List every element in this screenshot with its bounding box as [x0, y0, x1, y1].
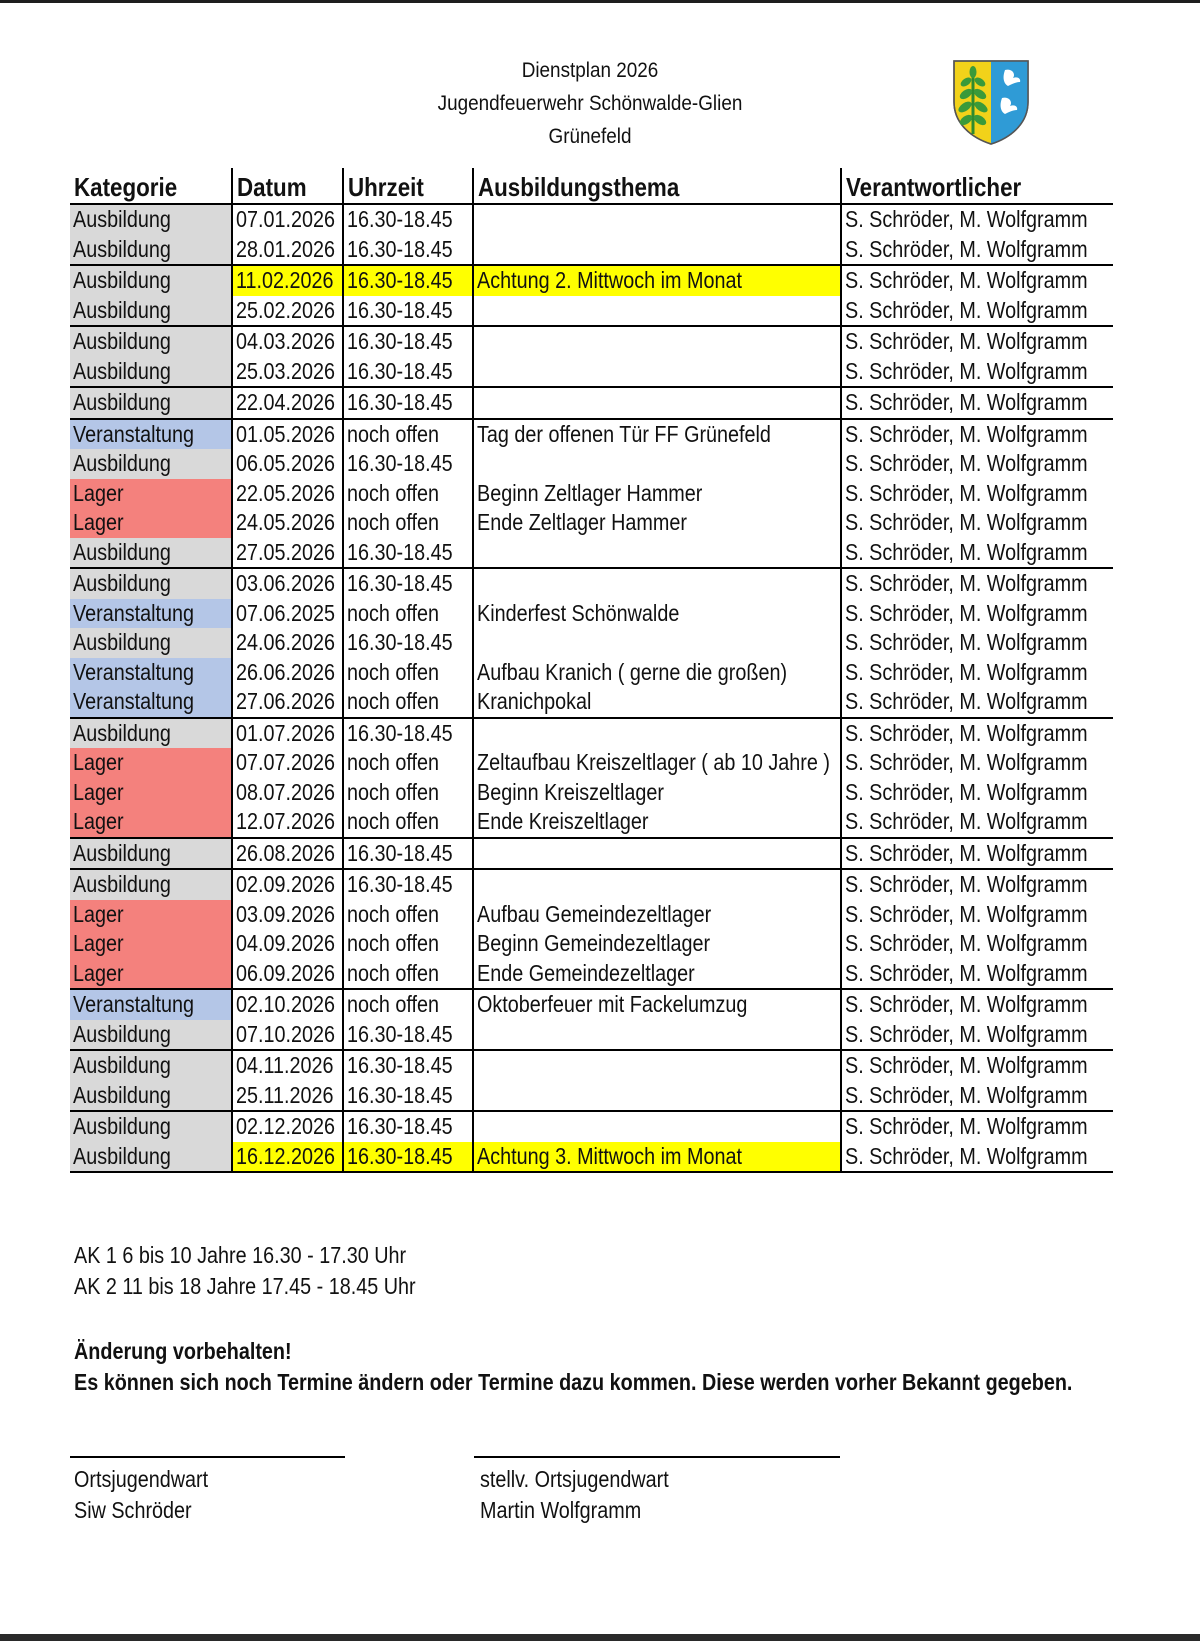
- cell-datum: 01.07.2026: [232, 718, 343, 749]
- cell-verantwortlich: S. Schröder, M. Wolfgramm: [841, 1142, 1113, 1173]
- table-row: [70, 1020, 1113, 1051]
- cell-kategorie: Veranstaltung: [70, 658, 232, 688]
- cell-thema: [473, 357, 841, 388]
- cell-datum: 22.05.2026: [232, 479, 343, 509]
- cell-uhrzeit: 16.30-18.45: [343, 838, 473, 870]
- table-row: [70, 419, 1113, 450]
- cell-verantwortlich: S. Schröder, M. Wolfgramm: [841, 989, 1113, 1020]
- cell-datum: 04.11.2026: [232, 1050, 343, 1081]
- notice-text: Es können sich noch Termine ändern oder Termine dazu kommen. Diese werden vorher Bekannt gegeben.: [74, 1369, 1073, 1395]
- cell-datum: 07.10.2026: [232, 1020, 343, 1051]
- cell-kategorie: Ausbildung: [70, 235, 232, 266]
- table-row: [70, 449, 1113, 479]
- cell-thema: [473, 838, 841, 870]
- cell-datum: 28.01.2026: [232, 235, 343, 266]
- cell-thema: Aufbau Gemeindezeltlager: [473, 900, 841, 930]
- cell-verantwortlich: S. Schröder, M. Wolfgramm: [841, 419, 1113, 450]
- table-row: [70, 959, 1113, 990]
- table-row: [70, 929, 1113, 959]
- cell-verantwortlich: S. Schröder, M. Wolfgramm: [841, 296, 1113, 327]
- cell-thema: Tag der offenen Tür FF Grünefeld: [473, 419, 841, 450]
- cell-datum: 04.03.2026: [232, 326, 343, 357]
- cell-thema: Beginn Kreiszeltlager: [473, 778, 841, 808]
- cell-verantwortlich: S. Schröder, M. Wolfgramm: [841, 599, 1113, 629]
- cell-verantwortlich: S. Schröder, M. Wolfgramm: [841, 838, 1113, 870]
- cell-thema: Achtung 3. Mittwoch im Monat: [473, 1142, 841, 1173]
- cell-verantwortlich: S. Schröder, M. Wolfgramm: [841, 1020, 1113, 1051]
- cell-verantwortlich: S. Schröder, M. Wolfgramm: [841, 538, 1113, 569]
- signature-right: [476, 1460, 699, 1526]
- signature-name: Martin Wolfgramm: [480, 1497, 642, 1523]
- cell-datum: 24.06.2026: [232, 628, 343, 658]
- cell-uhrzeit: 16.30-18.45: [343, 1081, 473, 1112]
- cell-kategorie: Lager: [70, 508, 232, 538]
- notice-heading: Änderung vorbehalten!: [74, 1338, 292, 1364]
- title-line-1: Dienstplan 2026: [521, 59, 659, 82]
- table-row: [70, 296, 1113, 327]
- cell-verantwortlich: S. Schröder, M. Wolfgramm: [841, 929, 1113, 959]
- cell-verantwortlich: S. Schröder, M. Wolfgramm: [841, 1050, 1113, 1081]
- note-ak2: AK 2 11 bis 18 Jahre 17.45 - 18.45 Uhr: [74, 1273, 416, 1299]
- col-header-kategorie: Kategorie: [70, 168, 232, 204]
- cell-thema: Beginn Gemeindezeltlager: [473, 929, 841, 959]
- cell-verantwortlich: S. Schröder, M. Wolfgramm: [841, 449, 1113, 479]
- table-row: [70, 658, 1113, 688]
- signature-name: Siw Schröder: [74, 1497, 192, 1523]
- table-row: [70, 357, 1113, 388]
- cell-thema: Oktoberfeuer mit Fackelumzug: [473, 989, 841, 1020]
- top-border: [0, 0, 1200, 3]
- table-row: [70, 687, 1113, 718]
- cell-uhrzeit: 16.30-18.45: [343, 1142, 473, 1173]
- cell-datum: 27.05.2026: [232, 538, 343, 569]
- cell-verantwortlich: S. Schröder, M. Wolfgramm: [841, 658, 1113, 688]
- table-row: [70, 568, 1113, 599]
- cell-verantwortlich: S. Schröder, M. Wolfgramm: [841, 387, 1113, 419]
- table-row: [70, 989, 1113, 1020]
- cell-thema: Ende Kreiszeltlager: [473, 807, 841, 838]
- cell-verantwortlich: S. Schröder, M. Wolfgramm: [841, 628, 1113, 658]
- table-body: [70, 204, 1113, 1172]
- cell-thema: [473, 204, 841, 235]
- cell-kategorie: Lager: [70, 479, 232, 509]
- cell-datum: 02.12.2026: [232, 1111, 343, 1142]
- cell-verantwortlich: S. Schröder, M. Wolfgramm: [841, 959, 1113, 990]
- cell-kategorie: Lager: [70, 778, 232, 808]
- cell-kategorie: Ausbildung: [70, 568, 232, 599]
- cell-thema: [473, 869, 841, 900]
- signature-role: Ortsjugendwart: [74, 1466, 209, 1492]
- cell-datum: 02.09.2026: [232, 869, 343, 900]
- table-row: [70, 326, 1113, 357]
- signature-line: [70, 1456, 345, 1458]
- table-row: [70, 1081, 1113, 1112]
- table-row: [70, 838, 1113, 870]
- cell-datum: 25.02.2026: [232, 296, 343, 327]
- cell-kategorie: Ausbildung: [70, 265, 232, 296]
- cell-kategorie: Ausbildung: [70, 538, 232, 569]
- duty-schedule-table: [70, 168, 1113, 1173]
- cell-verantwortlich: S. Schröder, M. Wolfgramm: [841, 718, 1113, 749]
- cell-datum: 12.07.2026: [232, 807, 343, 838]
- cell-uhrzeit: noch offen: [343, 658, 473, 688]
- cell-datum: 07.01.2026: [232, 204, 343, 235]
- cell-verantwortlich: S. Schröder, M. Wolfgramm: [841, 807, 1113, 838]
- signature-left: [70, 1460, 230, 1526]
- cell-kategorie: Ausbildung: [70, 1050, 232, 1081]
- cell-thema: [473, 296, 841, 327]
- cell-datum: 07.06.2025: [232, 599, 343, 629]
- cell-uhrzeit: 16.30-18.45: [343, 265, 473, 296]
- cell-kategorie: Ausbildung: [70, 628, 232, 658]
- cell-thema: [473, 568, 841, 599]
- cell-uhrzeit: noch offen: [343, 479, 473, 509]
- table-row: [70, 538, 1113, 569]
- cell-uhrzeit: 16.30-18.45: [343, 449, 473, 479]
- cell-kategorie: Ausbildung: [70, 296, 232, 327]
- cell-uhrzeit: 16.30-18.45: [343, 235, 473, 266]
- cell-uhrzeit: 16.30-18.45: [343, 718, 473, 749]
- cell-kategorie: Ausbildung: [70, 1142, 232, 1173]
- cell-thema: Ende Zeltlager Hammer: [473, 508, 841, 538]
- cell-kategorie: Ausbildung: [70, 1020, 232, 1051]
- cell-thema: Kranichpokal: [473, 687, 841, 718]
- cell-kategorie: Lager: [70, 929, 232, 959]
- cell-kategorie: Ausbildung: [70, 869, 232, 900]
- cell-thema: [473, 235, 841, 266]
- signature-line: [474, 1456, 840, 1458]
- cell-thema: [473, 1050, 841, 1081]
- cell-verantwortlich: S. Schröder, M. Wolfgramm: [841, 1081, 1113, 1112]
- cell-kategorie: Ausbildung: [70, 718, 232, 749]
- cell-uhrzeit: 16.30-18.45: [343, 538, 473, 569]
- cell-uhrzeit: 16.30-18.45: [343, 387, 473, 419]
- table-row: [70, 599, 1113, 629]
- cell-thema: [473, 1111, 841, 1142]
- cell-verantwortlich: S. Schröder, M. Wolfgramm: [841, 326, 1113, 357]
- cell-verantwortlich: S. Schröder, M. Wolfgramm: [841, 265, 1113, 296]
- table-row: [70, 1050, 1113, 1081]
- cell-kategorie: Ausbildung: [70, 1111, 232, 1142]
- table-row: [70, 628, 1113, 658]
- col-header-datum: Datum: [232, 168, 343, 204]
- cell-thema: [473, 326, 841, 357]
- title-line-2: Jugendfeuerwehr Schönwalde-Glien: [437, 92, 743, 115]
- cell-uhrzeit: 16.30-18.45: [343, 1111, 473, 1142]
- table-row: [70, 807, 1113, 838]
- table-row: [70, 748, 1113, 778]
- table-header-row: [70, 168, 1113, 204]
- cell-uhrzeit: 16.30-18.45: [343, 326, 473, 357]
- cell-thema: [473, 628, 841, 658]
- cell-verantwortlich: S. Schröder, M. Wolfgramm: [841, 357, 1113, 388]
- cell-verantwortlich: S. Schröder, M. Wolfgramm: [841, 778, 1113, 808]
- cell-verantwortlich: S. Schröder, M. Wolfgramm: [841, 748, 1113, 778]
- signature-role: stellv. Ortsjugendwart: [480, 1466, 669, 1492]
- cell-datum: 07.07.2026: [232, 748, 343, 778]
- cell-verantwortlich: S. Schröder, M. Wolfgramm: [841, 900, 1113, 930]
- cell-datum: 03.06.2026: [232, 568, 343, 599]
- cell-uhrzeit: noch offen: [343, 508, 473, 538]
- table-row: [70, 1142, 1113, 1173]
- cell-datum: 22.04.2026: [232, 387, 343, 419]
- cell-thema: Beginn Zeltlager Hammer: [473, 479, 841, 509]
- cell-uhrzeit: noch offen: [343, 599, 473, 629]
- cell-kategorie: Ausbildung: [70, 326, 232, 357]
- cell-uhrzeit: 16.30-18.45: [343, 204, 473, 235]
- age-group-notes: [74, 1240, 471, 1302]
- table-row: [70, 387, 1113, 419]
- document-title: [410, 54, 770, 153]
- cell-datum: 25.11.2026: [232, 1081, 343, 1112]
- coat-of-arms-icon: [950, 58, 1032, 146]
- cell-thema: Aufbau Kranich ( gerne die großen): [473, 658, 841, 688]
- col-header-uhrzeit: Uhrzeit: [343, 168, 473, 204]
- cell-uhrzeit: 16.30-18.45: [343, 357, 473, 388]
- cell-kategorie: Lager: [70, 959, 232, 990]
- cell-uhrzeit: noch offen: [343, 959, 473, 990]
- cell-kategorie: Ausbildung: [70, 449, 232, 479]
- cell-uhrzeit: 16.30-18.45: [343, 869, 473, 900]
- cell-uhrzeit: noch offen: [343, 929, 473, 959]
- table-row: [70, 479, 1113, 509]
- table-row: [70, 718, 1113, 749]
- cell-datum: 25.03.2026: [232, 357, 343, 388]
- cell-uhrzeit: noch offen: [343, 748, 473, 778]
- table-row: [70, 508, 1113, 538]
- cell-datum: 26.08.2026: [232, 838, 343, 870]
- table-row: [70, 235, 1113, 266]
- cell-uhrzeit: noch offen: [343, 900, 473, 930]
- cell-kategorie: Veranstaltung: [70, 687, 232, 718]
- cell-uhrzeit: noch offen: [343, 807, 473, 838]
- cell-datum: 27.06.2026: [232, 687, 343, 718]
- cell-uhrzeit: noch offen: [343, 419, 473, 450]
- cell-datum: 04.09.2026: [232, 929, 343, 959]
- cell-verantwortlich: S. Schröder, M. Wolfgramm: [841, 869, 1113, 900]
- cell-kategorie: Lager: [70, 748, 232, 778]
- table-row: [70, 204, 1113, 235]
- cell-datum: 02.10.2026: [232, 989, 343, 1020]
- cell-datum: 06.09.2026: [232, 959, 343, 990]
- cell-kategorie: Veranstaltung: [70, 419, 232, 450]
- cell-uhrzeit: noch offen: [343, 989, 473, 1020]
- cell-kategorie: Ausbildung: [70, 838, 232, 870]
- cell-verantwortlich: S. Schröder, M. Wolfgramm: [841, 687, 1113, 718]
- cell-verantwortlich: S. Schröder, M. Wolfgramm: [841, 1111, 1113, 1142]
- cell-thema: [473, 538, 841, 569]
- table-row: [70, 900, 1113, 930]
- cell-uhrzeit: 16.30-18.45: [343, 628, 473, 658]
- cell-verantwortlich: S. Schröder, M. Wolfgramm: [841, 568, 1113, 599]
- cell-thema: [473, 718, 841, 749]
- cell-datum: 24.05.2026: [232, 508, 343, 538]
- cell-uhrzeit: 16.30-18.45: [343, 1050, 473, 1081]
- cell-thema: [473, 1020, 841, 1051]
- cell-verantwortlich: S. Schröder, M. Wolfgramm: [841, 479, 1113, 509]
- cell-datum: 16.12.2026: [232, 1142, 343, 1173]
- cell-verantwortlich: S. Schröder, M. Wolfgramm: [841, 235, 1113, 266]
- bottom-border: [0, 1634, 1200, 1641]
- cell-kategorie: Lager: [70, 900, 232, 930]
- cell-uhrzeit: 16.30-18.45: [343, 296, 473, 327]
- cell-uhrzeit: 16.30-18.45: [343, 568, 473, 599]
- cell-datum: 11.02.2026: [232, 265, 343, 296]
- cell-datum: 03.09.2026: [232, 900, 343, 930]
- table-row: [70, 869, 1113, 900]
- cell-kategorie: Ausbildung: [70, 1081, 232, 1112]
- note-ak1: AK 1 6 bis 10 Jahre 16.30 - 17.30 Uhr: [74, 1242, 407, 1268]
- title-line-3: Grünefeld: [548, 125, 632, 148]
- cell-verantwortlich: S. Schröder, M. Wolfgramm: [841, 508, 1113, 538]
- cell-uhrzeit: 16.30-18.45: [343, 1020, 473, 1051]
- col-header-verantwortlich: Verantwortlicher: [841, 168, 1113, 204]
- col-header-thema: Ausbildungsthema: [473, 168, 841, 204]
- cell-kategorie: Ausbildung: [70, 387, 232, 419]
- cell-thema: [473, 387, 841, 419]
- cell-thema: Zeltaufbau Kreiszeltlager ( ab 10 Jahre ): [473, 748, 841, 778]
- cell-kategorie: Ausbildung: [70, 357, 232, 388]
- cell-kategorie: Veranstaltung: [70, 989, 232, 1020]
- cell-datum: 06.05.2026: [232, 449, 343, 479]
- cell-thema: Ende Gemeindezeltlager: [473, 959, 841, 990]
- change-notice: [74, 1336, 1200, 1398]
- cell-thema: [473, 449, 841, 479]
- cell-thema: Kinderfest Schönwalde: [473, 599, 841, 629]
- cell-kategorie: Ausbildung: [70, 204, 232, 235]
- table-row: [70, 265, 1113, 296]
- cell-thema: [473, 1081, 841, 1112]
- cell-datum: 26.06.2026: [232, 658, 343, 688]
- table-row: [70, 778, 1113, 808]
- cell-uhrzeit: noch offen: [343, 778, 473, 808]
- cell-datum: 01.05.2026: [232, 419, 343, 450]
- cell-uhrzeit: noch offen: [343, 687, 473, 718]
- cell-kategorie: Lager: [70, 807, 232, 838]
- cell-verantwortlich: S. Schröder, M. Wolfgramm: [841, 204, 1113, 235]
- cell-datum: 08.07.2026: [232, 778, 343, 808]
- cell-thema: Achtung 2. Mittwoch im Monat: [473, 265, 841, 296]
- cell-kategorie: Veranstaltung: [70, 599, 232, 629]
- table-row: [70, 1111, 1113, 1142]
